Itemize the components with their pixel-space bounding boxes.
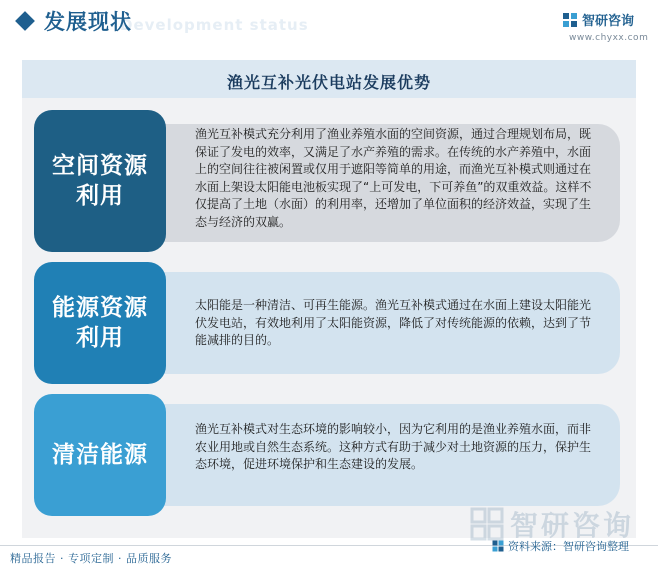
header [0,0,658,48]
row-label-space-line2: 利用 [76,183,124,209]
page-title: 发展现状 [44,10,132,34]
row-label-clean-line1: 清洁能源 [52,442,148,468]
diamond-bullet-icon [15,11,35,31]
row-text-energy: 太阳能是一种清洁、可再生能源。渔光互补模式通过在水面上建设太阳能光伏发电站，有效地利用了太阳能资源，降低了对传统能源的依赖，达到了节能减排的目的。 [195,298,592,348]
header-ghost-text: Development status [120,16,309,34]
source-logo-icon [492,540,504,552]
brand-logo-icon [562,12,578,28]
footer-tagline: 精品报告 · 专项定制 · 品质服务 [10,552,172,565]
row-text-space: 渔光互补模式充分利用了渔业养殖水面的空间资源，通过合理规划布局，既保证了发电的效率，又满足了水产养殖的需求。在传统的水产养殖中，水面上的空间往往被闲置或仅用于遮阳等简单的用途，而渔光互补模式则通过在水面上架设太阳能电池板实现了“上可发电，下可养鱼”的双重效益。这样不仅提高了土地（水面）的利用率，还增加了单位面积的经济效益，实现了生态与经济的双赢。 [195,127,592,229]
row-label-energy-line1: 能源资源 [52,295,148,321]
row-label-space-line1: 空间资源 [52,153,148,179]
row-label-clean [34,394,166,516]
footer-source-text: 资料来源：智研咨询整理 [508,540,629,553]
row-label-space [34,110,166,252]
watermark-text: 智研咨询 [510,509,635,542]
row-label-energy-line2: 利用 [76,325,124,351]
row-label-energy [34,262,166,384]
footer-source [492,538,629,554]
panel-title: 渔光互补光伏电站发展优势 [226,73,431,92]
row-text-clean: 渔光互补模式对生态环境的影响较小，因为它利用的是渔业养殖水面，而非农业用地或自然生态系统。这种方式有助于减少对土地资源的压力，保护生态环境，促进环境保护和生态建设的发展。 [195,422,592,472]
watermark-logo-icon [470,507,504,541]
brand-name: 智研咨询 [582,14,635,29]
brand-url: www.chyxx.com [569,33,649,43]
brand-logo [562,10,634,29]
